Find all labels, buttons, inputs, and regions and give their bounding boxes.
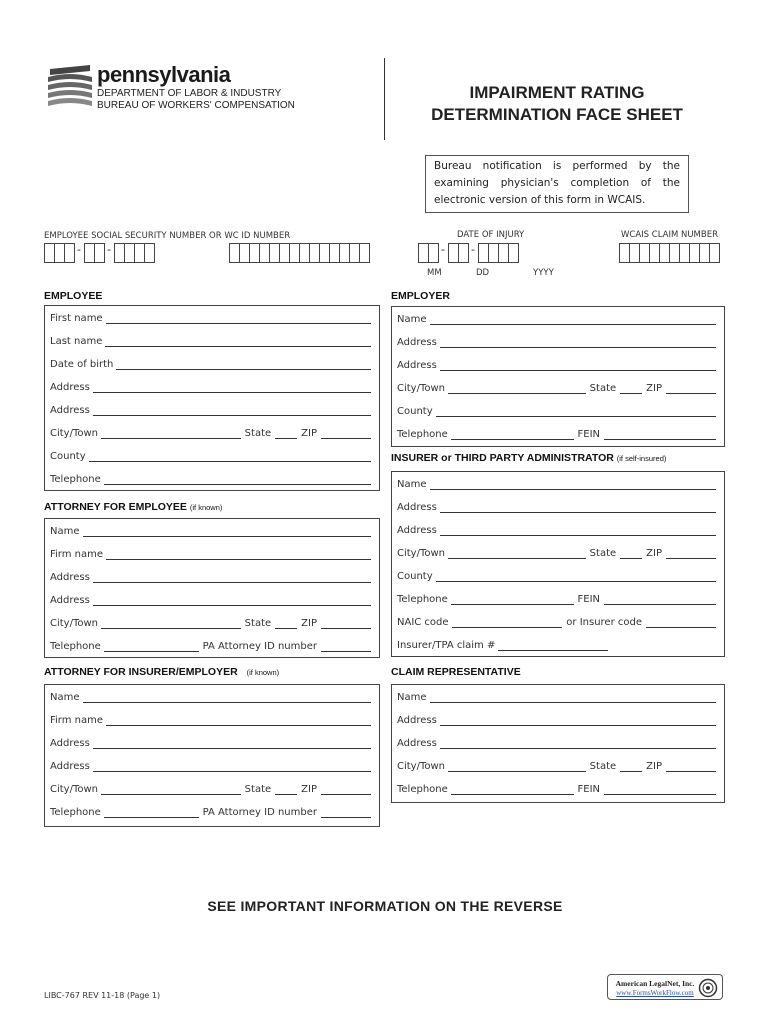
employer-panel — [391, 306, 725, 447]
dd-label: DD — [476, 268, 490, 278]
doi-label: DATE OF INJURY — [457, 230, 525, 240]
employer-county-field[interactable]: County — [397, 405, 716, 417]
attorney-employee-address2-field[interactable]: Address — [50, 594, 371, 606]
claim-rep-panel — [391, 684, 725, 803]
vendor-link[interactable]: www.FormsWorkFlow.com — [616, 989, 694, 997]
dept-line-2: BUREAU OF WORKERS' COMPENSATION — [97, 100, 295, 111]
mm-label: MM — [427, 268, 442, 278]
see-reverse-notice: SEE IMPORTANT INFORMATION ON THE REVERSE — [207, 898, 563, 914]
employee-address1-field[interactable]: Address — [50, 381, 371, 393]
insurer-claim-number-field[interactable]: Insurer/TPA claim # — [397, 639, 716, 651]
insurer-telephone-fein-field[interactable]: Telephone FEIN — [397, 593, 716, 605]
insurer-address2-field[interactable]: Address — [397, 524, 716, 536]
employee-address2-field[interactable]: Address — [50, 404, 371, 416]
claim-rep-telephone-fein-field[interactable]: Telephone FEIN — [397, 783, 716, 795]
attorney-employee-panel — [44, 518, 380, 658]
insurer-naic-code-field[interactable]: NAIC code or Insurer code — [397, 616, 716, 628]
title-line-1: IMPAIRMENT RATING — [469, 83, 645, 102]
form-title — [392, 82, 722, 126]
attorney-insurer-panel — [44, 684, 380, 827]
attorney-insurer-address1-field[interactable]: Address — [50, 737, 371, 749]
employee-telephone-field[interactable]: Telephone — [50, 473, 371, 485]
employee-county-field[interactable]: County — [50, 450, 371, 462]
form-id: LIBC-767 REV 11-18 (Page 1) — [44, 991, 161, 1000]
claim-rep-name-field[interactable]: Name — [397, 691, 716, 703]
keystone-icon — [46, 63, 94, 109]
claim-rep-address2-field[interactable]: Address — [397, 737, 716, 749]
notification-box — [425, 155, 689, 213]
attorney-employee-telephone-id-field[interactable]: Telephone PA Attorney ID number — [50, 640, 371, 652]
attorney-employee-address1-field[interactable]: Address — [50, 571, 371, 583]
employee-panel — [44, 305, 380, 491]
title-line-2: DETERMINATION FACE SHEET — [431, 105, 683, 124]
employer-address1-field[interactable]: Address — [397, 336, 716, 348]
claim-rep-city-state-zip-field[interactable]: City/Town State ZIP — [397, 760, 716, 772]
wcais-claim-input[interactable] — [619, 243, 719, 263]
employee-first-name-field[interactable]: First name — [50, 312, 371, 324]
header-divider — [384, 58, 385, 140]
ssn-label: EMPLOYEE SOCIAL SECURITY NUMBER OR WC ID NUMBER — [44, 231, 291, 241]
employer-address2-field[interactable]: Address — [397, 359, 716, 371]
claim-rep-heading: CLAIM REPRESENTATIVE — [391, 666, 521, 678]
notice-line-3: electronic version of this form in WCAIS. — [434, 194, 646, 206]
attorney-employee-city-state-zip-field[interactable]: City/Town State ZIP — [50, 617, 371, 629]
claim-number-label: WCAIS CLAIM NUMBER — [621, 230, 719, 240]
employee-last-name-field[interactable]: Last name — [50, 335, 371, 347]
attorney-insurer-address2-field[interactable]: Address — [50, 760, 371, 772]
attorney-employee-name-field[interactable]: Name — [50, 525, 371, 537]
employer-telephone-fein-field[interactable]: Telephone FEIN — [397, 428, 716, 440]
insurer-heading: INSURER or THIRD PARTY ADMINISTRATOR (if self-insured) — [391, 452, 667, 464]
attorney-employee-heading: ATTORNEY FOR EMPLOYEE (if known) — [44, 501, 223, 513]
notice-line-2: examining physician's completion of the — [434, 177, 680, 189]
insurer-address1-field[interactable]: Address — [397, 501, 716, 513]
attorney-insurer-firm-field[interactable]: Firm name — [50, 714, 371, 726]
insurer-county-field[interactable]: County — [397, 570, 716, 582]
yyyy-label: YYYY — [533, 268, 554, 278]
notice-line-1: Bureau notification is performed by the — [434, 160, 680, 172]
pa-logo — [46, 63, 94, 109]
wc-id-input[interactable] — [229, 243, 369, 263]
attorney-insurer-name-field[interactable]: Name — [50, 691, 371, 703]
employee-city-state-zip-field[interactable]: City/Town State ZIP — [50, 427, 371, 439]
employer-name-field[interactable]: Name — [397, 313, 716, 325]
attorney-insurer-city-state-zip-field[interactable]: City/Town State ZIP — [50, 783, 371, 795]
insurer-city-state-zip-field[interactable]: City/Town State ZIP — [397, 547, 716, 559]
vendor-name: American LegalNet, Inc. — [615, 979, 695, 988]
employee-dob-field[interactable]: Date of birth — [50, 358, 371, 370]
claim-rep-address1-field[interactable]: Address — [397, 714, 716, 726]
insurer-panel — [391, 471, 725, 657]
vendor-badge — [607, 974, 723, 1000]
employer-city-state-zip-field[interactable]: City/Town State ZIP — [397, 382, 716, 394]
department-name — [97, 88, 295, 112]
employee-heading: EMPLOYEE — [44, 290, 103, 302]
attorney-insurer-heading: ATTORNEY FOR INSURER/EMPLOYER (if known) — [44, 666, 280, 678]
state-name: pennsylvania — [97, 62, 231, 87]
attorney-employee-firm-field[interactable]: Firm name — [50, 548, 371, 560]
ssn-input[interactable]: - - — [44, 243, 154, 263]
date-of-injury-input[interactable]: - - — [418, 243, 518, 263]
dept-line-1: DEPARTMENT OF LABOR & INDUSTRY — [97, 88, 282, 99]
employer-heading: EMPLOYER — [391, 290, 450, 302]
insurer-name-field[interactable]: Name — [397, 478, 716, 490]
vendor-logo-icon — [698, 978, 718, 998]
attorney-insurer-telephone-id-field[interactable]: Telephone PA Attorney ID number — [50, 806, 371, 818]
